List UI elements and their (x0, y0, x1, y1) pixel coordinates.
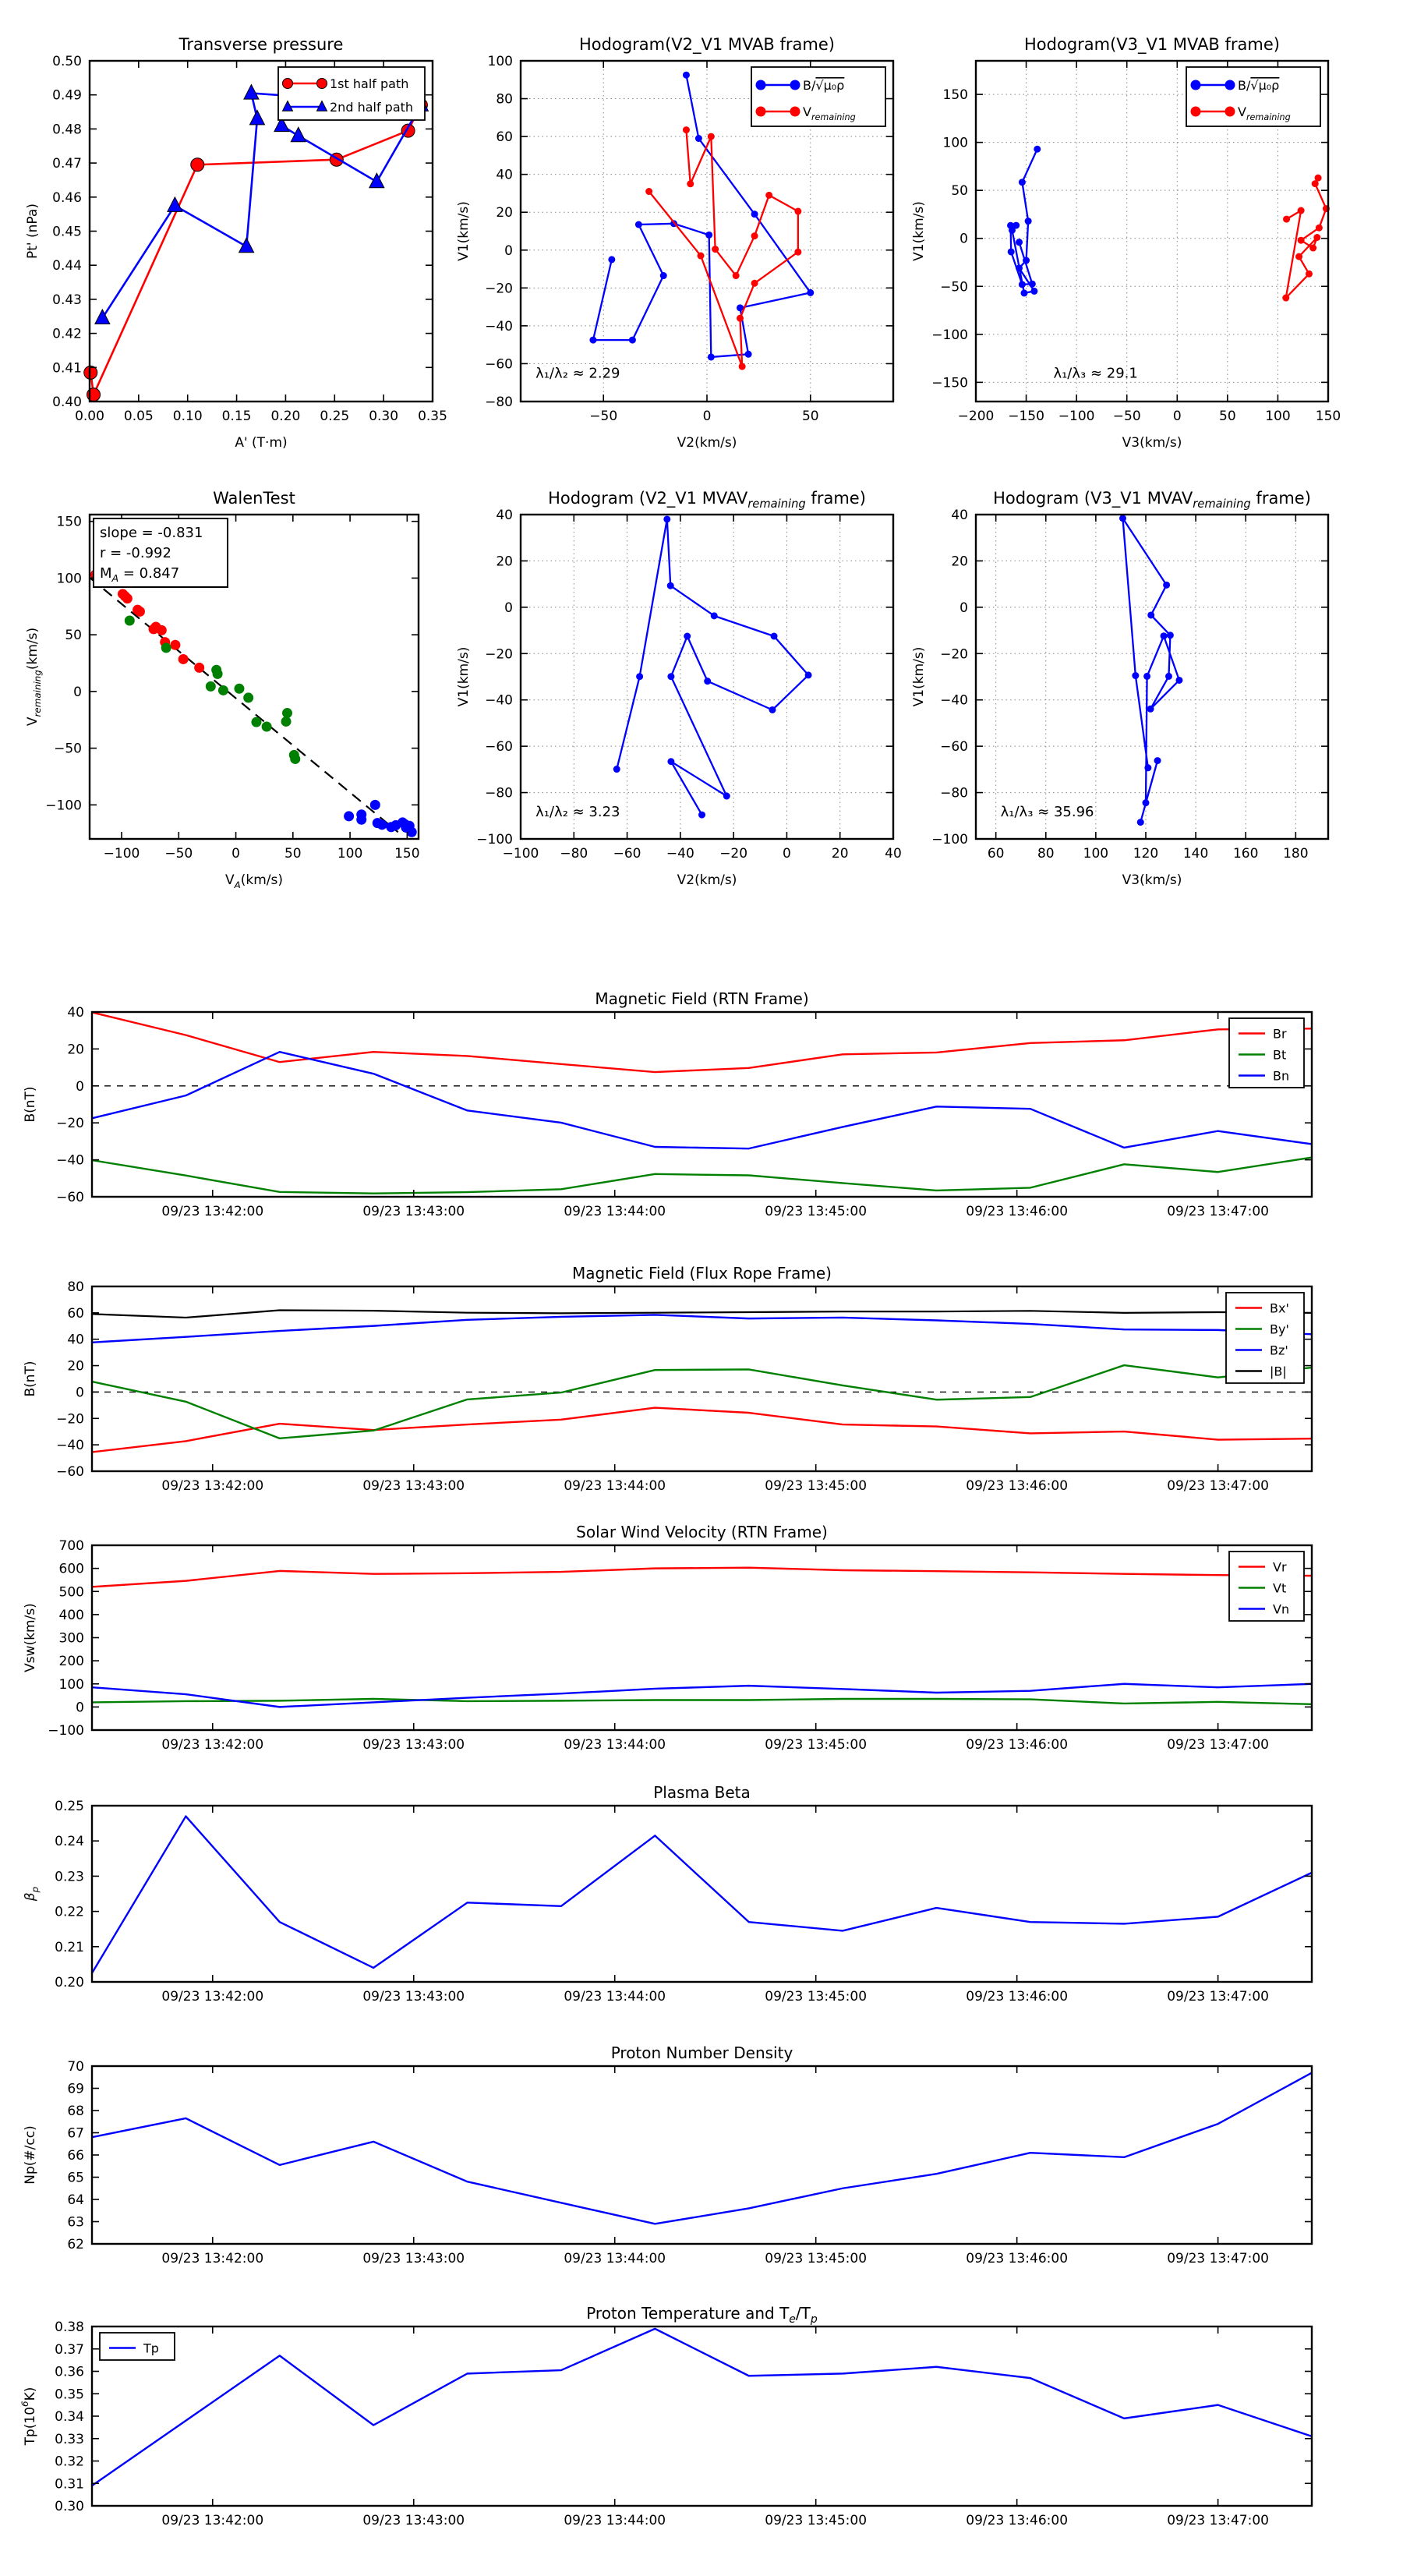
plot-hodogram-v2v1-mvav (456, 489, 902, 888)
svg-text:40: 40 (67, 1005, 84, 1021)
plot-plasma-beta (23, 1783, 1312, 2005)
svg-text:VA(km/s): $V_A(km/s)$ (224, 872, 284, 890)
svg-text:100: 100 (1265, 409, 1291, 424)
svg-text:0.32: 0.32 (55, 2454, 84, 2470)
svg-text:50: 50 (1219, 409, 1236, 424)
svg-text:Vsw(km/s): Vsw(km/s) (23, 1603, 38, 1672)
svg-text:0.46: 0.46 (52, 189, 82, 206)
svg-text:−100: −100 (502, 846, 539, 862)
svg-text:0.44: 0.44 (52, 258, 82, 274)
svg-text:20: 20 (951, 554, 968, 570)
svg-text:Np(#/cc): Np(#/cc) (23, 2125, 38, 2185)
svg-text:A' (T·m): A' (T·m) (235, 435, 288, 451)
svg-text:−100: −100 (45, 798, 82, 814)
plot-mag-rtn (23, 989, 1312, 1219)
svg-text:150: 150 (394, 846, 420, 862)
svg-text:40: 40 (885, 846, 902, 862)
plot-transverse-pressure (25, 35, 447, 451)
svg-text:140: 140 (1182, 846, 1209, 862)
svg-text:09/23 13:43:00: 09/23 13:43:00 (362, 1204, 465, 1219)
svg-text:−40: −40 (485, 692, 513, 709)
svg-text:−60: −60 (485, 356, 513, 373)
svg-text:λ₁/λ₂ ≈ 2.29: λ₁/λ₂ ≈ 2.29 (535, 365, 620, 382)
svg-text:200: 200 (58, 1654, 84, 1670)
svg-text:−50: −50 (589, 409, 618, 424)
svg-text:Hodogram(V2_V1 MVAB frame): Hodogram(V2_V1 MVAB frame) (579, 35, 835, 54)
svg-text:B/√μ₀ρ: B/√μ₀ρ (1238, 78, 1280, 93)
svg-text:0: 0 (76, 1078, 84, 1095)
svg-text:0.24: 0.24 (55, 1834, 84, 1850)
svg-text:Proton Number Density: Proton Number Density (610, 2043, 793, 2062)
svg-text:−40: −40 (666, 846, 694, 862)
svg-text:−80: −80 (485, 785, 513, 801)
svg-text:Br: Br (1273, 1026, 1287, 1042)
svg-text:09/23 13:46:00: 09/23 13:46:00 (966, 1478, 1069, 1494)
svg-text:80: 80 (67, 1279, 84, 1295)
svg-text:700: 700 (58, 1538, 84, 1554)
svg-text:Vremaining: $V_{remaining}$ (1238, 104, 1291, 122)
svg-text:0: 0 (504, 242, 513, 259)
svg-text:−20: −20 (485, 646, 513, 663)
svg-text:Hodogram (V3_V1 MVAVremaining: Hodogram (V3_V1 $MVAV_{remaining}$ frame) (993, 489, 1311, 511)
svg-text:66: 66 (67, 2148, 84, 2164)
svg-text:62: 62 (67, 2237, 84, 2252)
svg-text:09/23 13:45:00: 09/23 13:45:00 (765, 2251, 868, 2266)
svg-text:−100: −100 (1058, 409, 1095, 424)
svg-text:0: 0 (1172, 409, 1182, 424)
svg-text:−20: −20 (719, 846, 748, 862)
svg-text:20: 20 (67, 1358, 84, 1375)
svg-text:0.47: 0.47 (52, 156, 82, 172)
svg-text:500: 500 (58, 1584, 84, 1601)
svg-text:09/23 13:42:00: 09/23 13:42:00 (161, 2251, 264, 2266)
svg-text:−20: −20 (940, 646, 968, 663)
svg-text:V1(km/s): V1(km/s) (911, 646, 927, 707)
svg-text:Plasma Beta: Plasma Beta (653, 1783, 751, 1802)
svg-text:09/23 13:46:00: 09/23 13:46:00 (966, 2513, 1069, 2528)
svg-text:0.30: 0.30 (55, 2499, 84, 2514)
svg-text:0.49: 0.49 (52, 87, 82, 104)
svg-text:09/23 13:43:00: 09/23 13:43:00 (362, 1737, 465, 1753)
svg-text:Hodogram(V3_V1 MVAB frame): Hodogram(V3_V1 MVAB frame) (1024, 35, 1280, 54)
svg-text:09/23 13:47:00: 09/23 13:47:00 (1167, 1478, 1269, 1494)
svg-text:−150: −150 (931, 375, 968, 391)
svg-text:−40: −40 (56, 1152, 84, 1169)
svg-text:400: 400 (58, 1607, 84, 1623)
svg-text:600: 600 (58, 1561, 84, 1577)
svg-text:0.33: 0.33 (55, 2431, 84, 2447)
svg-text:Vn: Vn (1273, 1601, 1290, 1617)
svg-text:100: 100 (337, 846, 363, 862)
svg-text:−40: −40 (56, 1438, 84, 1454)
svg-text:0.25: 0.25 (320, 409, 350, 424)
svg-text:Bt: Bt (1273, 1047, 1287, 1063)
svg-text:0.05: 0.05 (123, 409, 154, 424)
svg-text:160: 160 (1232, 846, 1259, 862)
svg-text:09/23 13:44:00: 09/23 13:44:00 (564, 2251, 666, 2266)
svg-text:V3(km/s): V3(km/s) (1122, 872, 1182, 888)
svg-text:Vremaining: $V_{remaining}$ (803, 104, 856, 122)
svg-text:Pt' (nPa): Pt' (nPa) (25, 203, 41, 259)
svg-text:Hodogram (V2_V1 MVAVremaining: Hodogram (V2_V1 $MVAV_{remaining}$ frame) (548, 489, 866, 511)
svg-text:0.00: 0.00 (75, 409, 104, 424)
svg-text:βp: $\beta_p$ (23, 1886, 41, 1902)
svg-text:1st half path: 1st half path (330, 76, 409, 91)
svg-text:Magnetic Field (RTN Frame): Magnetic Field (RTN Frame) (595, 989, 809, 1008)
svg-text:0: 0 (783, 846, 791, 862)
plot-hodogram-v3v1-mvab (911, 35, 1341, 451)
svg-text:V1(km/s): V1(km/s) (911, 201, 927, 261)
svg-text:150: 150 (1315, 409, 1341, 424)
svg-text:−40: −40 (485, 318, 513, 334)
svg-text:−60: −60 (940, 739, 968, 755)
svg-text:−20: −20 (56, 1411, 84, 1428)
svg-text:0: 0 (76, 1385, 84, 1401)
svg-text:20: 20 (67, 1042, 84, 1058)
svg-text:−60: −60 (56, 1190, 84, 1205)
svg-text:0.15: 0.15 (221, 409, 252, 424)
svg-text:09/23 13:47:00: 09/23 13:47:00 (1167, 2251, 1269, 2266)
svg-text:150: 150 (942, 87, 968, 104)
svg-text:50: 50 (284, 846, 302, 862)
svg-text:Vt: Vt (1273, 1580, 1287, 1596)
svg-text:09/23 13:43:00: 09/23 13:43:00 (362, 2513, 465, 2528)
svg-text:70: 70 (67, 2059, 84, 2075)
svg-text:V1(km/s): V1(km/s) (456, 201, 472, 261)
svg-text:−100: −100 (931, 832, 968, 847)
svg-text:−80: −80 (485, 395, 513, 410)
svg-text:−150: −150 (1008, 409, 1044, 424)
svg-text:−100: −100 (476, 832, 513, 847)
svg-text:λ₁/λ₂ ≈ 3.23: λ₁/λ₂ ≈ 3.23 (535, 803, 620, 820)
svg-text:−20: −20 (485, 281, 513, 297)
svg-text:By': By' (1270, 1322, 1289, 1337)
svg-text:09/23 13:46:00: 09/23 13:46:00 (966, 2251, 1069, 2266)
svg-text:09/23 13:46:00: 09/23 13:46:00 (966, 1989, 1069, 2005)
svg-text:09/23 13:45:00: 09/23 13:45:00 (765, 2513, 868, 2528)
svg-text:0.36: 0.36 (55, 2364, 84, 2380)
svg-text:−50: −50 (940, 279, 968, 295)
svg-text:09/23 13:46:00: 09/23 13:46:00 (966, 1204, 1069, 1219)
svg-text:0.21: 0.21 (55, 1939, 84, 1955)
svg-text:−60: −60 (613, 846, 641, 862)
svg-text:0: 0 (76, 1700, 84, 1716)
svg-text:09/23 13:44:00: 09/23 13:44:00 (564, 2513, 666, 2528)
svg-text:09/23 13:45:00: 09/23 13:45:00 (765, 1737, 868, 1753)
svg-text:0.35: 0.35 (418, 409, 447, 424)
svg-text:WalenTest: WalenTest (213, 489, 295, 508)
svg-text:0.20: 0.20 (55, 1975, 84, 1990)
svg-text:60: 60 (496, 129, 513, 146)
svg-text:−50: −50 (164, 846, 193, 862)
svg-text:68: 68 (67, 2104, 84, 2119)
svg-text:−50: −50 (1112, 409, 1141, 424)
svg-text:V1(km/s): V1(km/s) (456, 646, 472, 707)
svg-text:0: 0 (504, 600, 513, 616)
svg-text:09/23 13:43:00: 09/23 13:43:00 (362, 2251, 465, 2266)
svg-text:09/23 13:47:00: 09/23 13:47:00 (1167, 1989, 1269, 2005)
plot-walen-test (25, 489, 420, 890)
svg-text:0: 0 (702, 409, 712, 424)
svg-text:0.23: 0.23 (55, 1869, 84, 1885)
svg-text:Vremaining(km/s): $V_{remaining}(km/s)$ (25, 627, 43, 727)
svg-text:B(nT): B(nT) (23, 1086, 38, 1123)
svg-text:40: 40 (496, 508, 513, 523)
plot-proton-temperature (19, 2304, 1312, 2528)
svg-text:20: 20 (496, 554, 513, 570)
svg-text:40: 40 (67, 1332, 84, 1348)
svg-text:69: 69 (67, 2081, 84, 2097)
svg-text:09/23 13:43:00: 09/23 13:43:00 (362, 1989, 465, 2005)
svg-text:63: 63 (67, 2214, 84, 2231)
svg-text:100: 100 (487, 54, 513, 69)
svg-text:V2(km/s): V2(km/s) (677, 435, 737, 451)
svg-text:09/23 13:42:00: 09/23 13:42:00 (161, 2513, 264, 2528)
plot-mag-fluxrope (23, 1264, 1312, 1494)
svg-text:09/23 13:42:00: 09/23 13:42:00 (161, 1989, 264, 2005)
svg-text:0.30: 0.30 (369, 409, 399, 424)
svg-text:09/23 13:44:00: 09/23 13:44:00 (564, 1989, 666, 2005)
svg-text:r = -0.992: r = -0.992 (100, 545, 171, 561)
svg-text:0.10: 0.10 (172, 409, 203, 424)
svg-text:60: 60 (987, 846, 1005, 862)
svg-text:50: 50 (951, 183, 968, 200)
svg-text:B/√μ₀ρ: B/√μ₀ρ (803, 78, 845, 93)
svg-text:100: 100 (56, 571, 82, 587)
svg-text:0: 0 (959, 231, 968, 247)
svg-text:V2(km/s): V2(km/s) (677, 872, 737, 888)
svg-text:0.37: 0.37 (55, 2341, 84, 2358)
svg-text:−60: −60 (485, 739, 513, 755)
svg-text:B(nT): B(nT) (23, 1361, 38, 1397)
svg-text:Magnetic Field (Flux Rope Fram: Magnetic Field (Flux Rope Frame) (572, 1264, 832, 1283)
svg-text:MA = 0.847: $M_A = 0.847$ (100, 565, 180, 584)
svg-text:−100: −100 (103, 846, 140, 862)
svg-text:09/23 13:45:00: 09/23 13:45:00 (765, 1478, 868, 1494)
svg-text:80: 80 (1037, 846, 1055, 862)
svg-text:−20: −20 (56, 1116, 84, 1132)
svg-text:09/23 13:47:00: 09/23 13:47:00 (1167, 2513, 1269, 2528)
svg-text:Tp: Tp (143, 2341, 159, 2356)
svg-text:64: 64 (67, 2192, 84, 2208)
svg-text:100: 100 (942, 135, 968, 151)
svg-text:50: 50 (65, 628, 82, 644)
plot-hodogram-v3v1-mvav (911, 489, 1328, 888)
svg-text:0.20: 0.20 (270, 409, 301, 424)
svg-text:50: 50 (801, 409, 819, 424)
svg-text:300: 300 (58, 1630, 84, 1647)
svg-text:λ₁/λ₃ ≈ 35.96: λ₁/λ₃ ≈ 35.96 (1000, 803, 1094, 820)
plot-velocity-rtn (23, 1523, 1312, 1753)
svg-text:120: 120 (1133, 846, 1159, 862)
svg-text:V3(km/s): V3(km/s) (1122, 435, 1182, 451)
plot-proton-density (23, 2043, 1312, 2266)
svg-text:Transverse pressure: Transverse pressure (178, 35, 344, 54)
svg-text:0.41: 0.41 (52, 360, 82, 377)
svg-text:0.35: 0.35 (55, 2387, 84, 2403)
svg-text:40: 40 (496, 167, 513, 183)
svg-text:40: 40 (951, 508, 968, 523)
svg-text:Bz': Bz' (1270, 1343, 1288, 1358)
svg-text:150: 150 (56, 514, 82, 530)
svg-text:20: 20 (496, 205, 513, 221)
plot-hodogram-v2v1-mvab (456, 35, 893, 451)
svg-text:−200: −200 (957, 409, 995, 424)
svg-text:100: 100 (58, 1676, 84, 1693)
svg-text:Bx': Bx' (1270, 1300, 1289, 1316)
svg-text:0.48: 0.48 (52, 122, 82, 138)
svg-text:09/23 13:47:00: 09/23 13:47:00 (1167, 1204, 1269, 1219)
svg-text:Bn: Bn (1273, 1068, 1290, 1084)
svg-text:Solar Wind Velocity (RTN Frame: Solar Wind Velocity (RTN Frame) (576, 1523, 828, 1541)
svg-text:Tp(106K): $Tp(10^6K)$ (19, 2387, 38, 2446)
svg-text:|B|: |B| (1270, 1364, 1287, 1379)
svg-text:0: 0 (73, 684, 82, 700)
svg-text:0.22: 0.22 (55, 1904, 84, 1920)
svg-text:09/23 13:46:00: 09/23 13:46:00 (966, 1737, 1069, 1753)
svg-text:0.34: 0.34 (55, 2409, 84, 2425)
svg-text:0.25: 0.25 (55, 1799, 84, 1814)
svg-text:Vr: Vr (1273, 1559, 1287, 1575)
svg-text:−80: −80 (940, 785, 968, 801)
svg-text:100: 100 (1083, 846, 1109, 862)
svg-text:0.38: 0.38 (55, 2319, 84, 2335)
svg-text:80: 80 (496, 91, 513, 108)
svg-text:09/23 13:42:00: 09/23 13:42:00 (161, 1204, 264, 1219)
svg-text:09/23 13:44:00: 09/23 13:44:00 (564, 1478, 666, 1494)
svg-text:09/23 13:44:00: 09/23 13:44:00 (564, 1737, 666, 1753)
svg-text:20: 20 (831, 846, 849, 862)
svg-text:2nd half path: 2nd half path (330, 100, 414, 115)
svg-text:0.43: 0.43 (52, 292, 82, 308)
svg-text:09/23 13:47:00: 09/23 13:47:00 (1167, 1737, 1269, 1753)
svg-text:slope = -0.831: slope = -0.831 (100, 525, 203, 541)
svg-text:65: 65 (67, 2170, 84, 2186)
svg-text:−100: −100 (48, 1723, 84, 1739)
svg-text:Proton Temperature and Te/Tp: Proton Temperature and $T_e/T_p$ (586, 2304, 818, 2326)
svg-text:0.45: 0.45 (52, 224, 82, 240)
svg-text:09/23 13:45:00: 09/23 13:45:00 (765, 1989, 868, 2005)
svg-text:−40: −40 (940, 692, 968, 709)
svg-text:0.40: 0.40 (52, 395, 82, 410)
svg-text:λ₁/λ₃ ≈ 29.1: λ₁/λ₃ ≈ 29.1 (1053, 365, 1138, 382)
svg-text:09/23 13:42:00: 09/23 13:42:00 (161, 1737, 264, 1753)
svg-text:09/23 13:44:00: 09/23 13:44:00 (564, 1204, 666, 1219)
svg-text:−80: −80 (560, 846, 588, 862)
svg-text:0: 0 (959, 600, 968, 616)
svg-text:09/23 13:43:00: 09/23 13:43:00 (362, 1478, 465, 1494)
svg-text:−60: −60 (56, 1464, 84, 1480)
svg-text:−50: −50 (54, 741, 82, 757)
svg-text:180: 180 (1283, 846, 1309, 862)
svg-text:0.50: 0.50 (52, 54, 82, 69)
svg-text:60: 60 (67, 1305, 84, 1322)
svg-text:0.42: 0.42 (52, 326, 82, 342)
svg-text:09/23 13:45:00: 09/23 13:45:00 (765, 1204, 868, 1219)
svg-text:0: 0 (231, 846, 240, 862)
svg-text:09/23 13:42:00: 09/23 13:42:00 (161, 1478, 264, 1494)
svg-text:0.31: 0.31 (55, 2476, 84, 2493)
svg-text:−100: −100 (931, 327, 968, 343)
svg-text:67: 67 (67, 2125, 84, 2142)
